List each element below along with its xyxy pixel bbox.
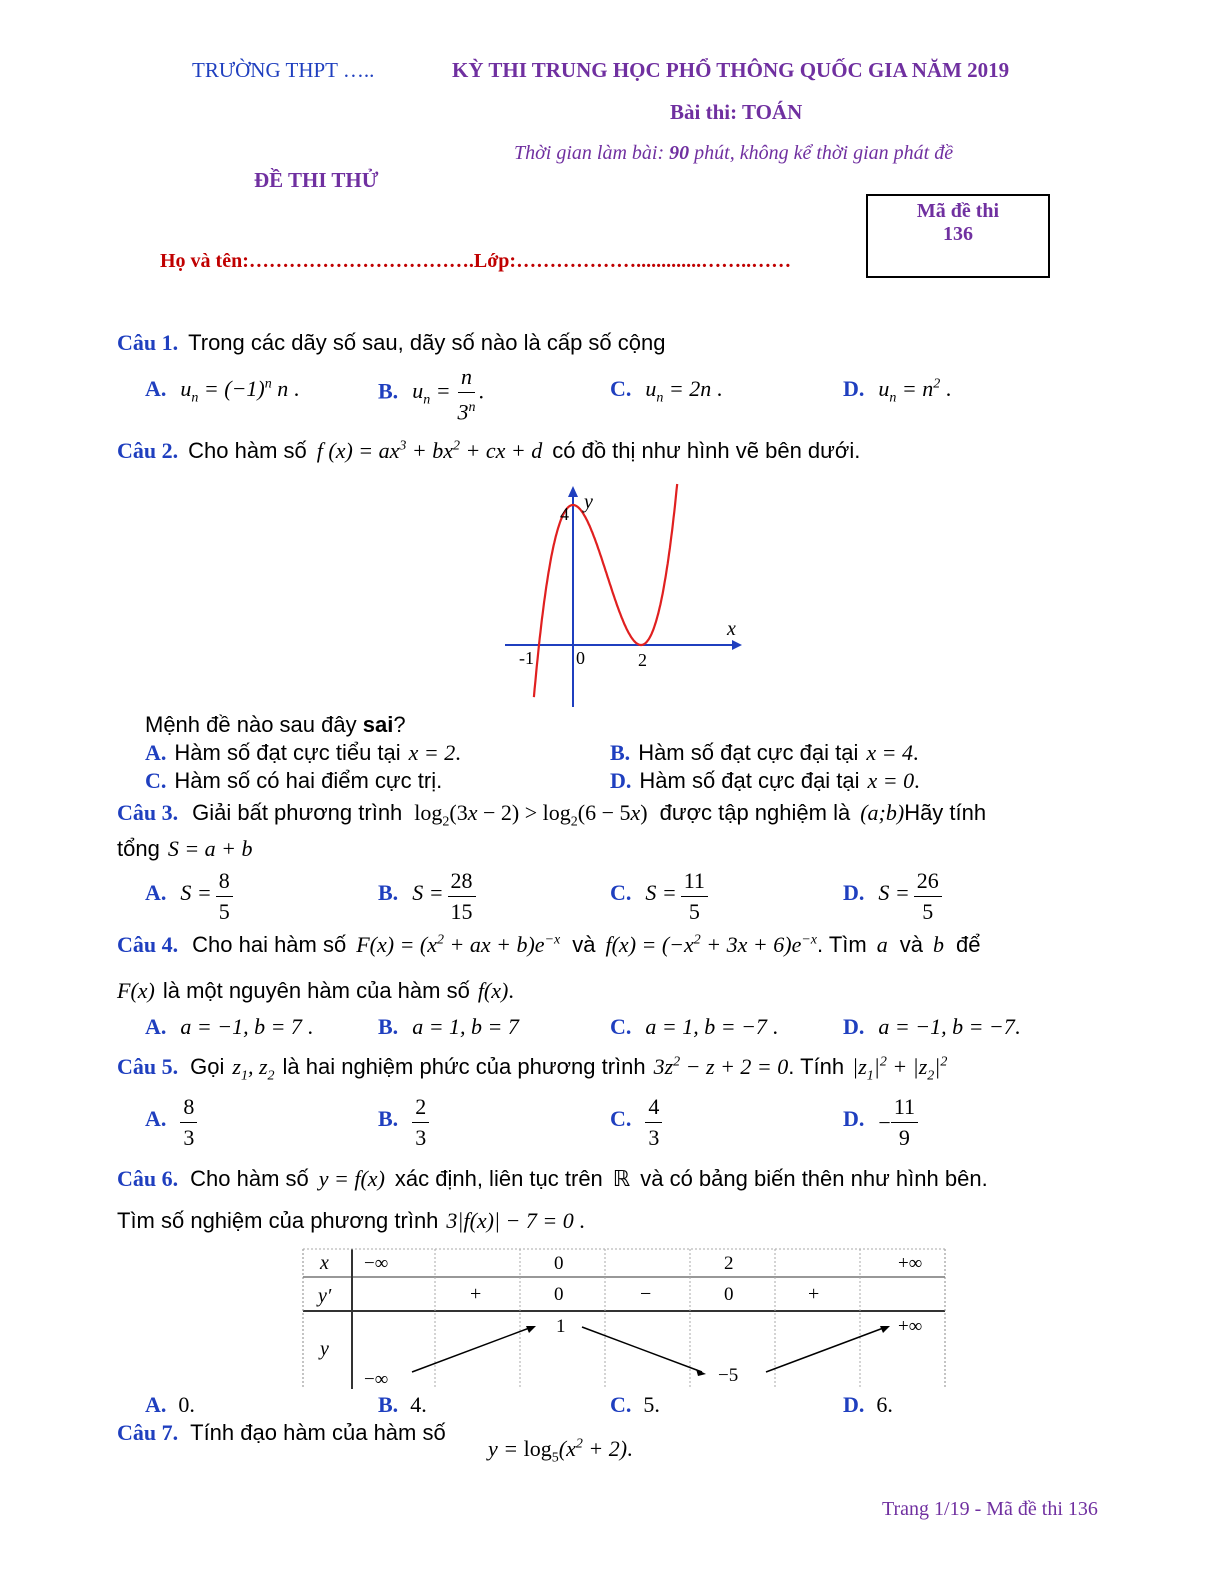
question-5: Câu 5. Gọi $z_1$, $z_2$ là hai nghiệm phức của phương trình $3z^2 - z + 2 = 0$. Tính $|z_1|^2 + |z_2|^2$ [117, 1054, 948, 1084]
q4-a-label: A. [145, 1014, 167, 1039]
variation-table [300, 1247, 950, 1397]
q1-option-b[interactable]: B. $u_n$ = $\frac{n}{3^n}$ . [378, 364, 485, 425]
vt-sign-1: + [470, 1283, 482, 1305]
q2-b-label: B. [610, 740, 631, 765]
q1-label: Câu 1. [117, 330, 179, 355]
q5-text-before: Gọi [190, 1054, 225, 1079]
q4-line2: F(x) là một nguyên hàm của hàm số f(x). [117, 978, 514, 1003]
vt-sign-4: 0 [724, 1284, 734, 1305]
q1-option-a[interactable]: A. $u_n = (-1)^n$ n . [145, 376, 300, 406]
q1-option-c[interactable]: C. $u_n = 2n$ . [610, 376, 723, 406]
real-numbers-symbol: ℝ [612, 1166, 631, 1191]
q5-d-label: D. [843, 1106, 865, 1132]
vt-x-0: 0 [554, 1253, 564, 1274]
q5-a-label: A. [145, 1106, 167, 1132]
cubic-curve [534, 484, 677, 697]
question-6: Câu 6. Cho hàm số y = f(x) xác định, liên tục trên ℝ và có bảng biến thên như hình bên. [117, 1166, 988, 1191]
q3-option-b[interactable]: B. S = $\frac{28}{15}$ [378, 866, 476, 927]
name-field[interactable]: Họ và tên:…………………………… [160, 250, 469, 272]
question-2: Câu 2. Cho hàm số f $(x) = ax^3 + bx^2$ + cx + d có đồ thị như hình vẽ bên dưới. [117, 438, 861, 463]
vt-sign-3: − [640, 1283, 652, 1305]
q1-d-label: D. [843, 376, 865, 401]
q2-option-b[interactable]: B. Hàm số đạt cực đại tại x = 4. [610, 740, 919, 765]
q5-option-d[interactable]: D. − $\frac{11}{9}$ [843, 1092, 918, 1153]
q2-option-d[interactable]: D. Hàm số đạt cực đại tại x = 0. [610, 768, 920, 793]
q6-text-after: và có bảng biến thên như hình bên. [640, 1166, 988, 1191]
q4-text-find: . Tìm [817, 932, 867, 957]
student-info-line [160, 250, 791, 273]
q6-text-before: Cho hàm số [190, 1166, 309, 1191]
q3-line2-text: tổng [117, 836, 160, 861]
q6-d-value: 6. [876, 1392, 893, 1417]
q7-formula: $y = \log_5(x^2 + 2)$. [488, 1436, 633, 1466]
q3-option-d[interactable]: D. S = $\frac{26}{5}$ [843, 866, 942, 927]
q2-question-end: ? [393, 712, 406, 737]
q6-option-d[interactable] [843, 1392, 893, 1418]
question-1 [117, 330, 666, 356]
question-3: Câu 3. Giải bất phương trình $\log_2(3x - 2) > \log_2(6 - 5x)$ được tập nghiệm là (a;b)Hãy tính [117, 800, 987, 830]
q4-line2-text: là một nguyên hàm của hàm số [162, 978, 470, 1003]
vt-row-x: x [320, 1252, 329, 1274]
exam-code-value: 136 [943, 223, 973, 245]
q4-label: Câu 4. [117, 932, 179, 957]
mock-exam-label: ĐỀ THI THỬ [254, 168, 379, 192]
q4-text-to: để [955, 932, 981, 957]
q2-label: Câu 2. [117, 438, 179, 463]
q4-c-label: C. [610, 1014, 632, 1039]
q6-b-label: B. [378, 1392, 399, 1417]
q5-text-after: . Tính [788, 1054, 845, 1079]
question-7 [117, 1420, 446, 1446]
q4-b-label: B. [378, 1014, 399, 1039]
q2-b-text: Hàm số đạt cực đại tại [638, 740, 859, 765]
class-field[interactable]: .Lớp:……………….............……..…… [468, 250, 792, 272]
time-prefix: Thời gian làm bài: [514, 142, 670, 164]
q2-text-after: có đồ thị như hình vẽ bên dưới. [552, 438, 861, 463]
q6-d-label: D. [843, 1392, 865, 1417]
subject-prefix: Bài thi: [670, 100, 742, 124]
page-footer: Trang 1/19 - Mã đề thi 136 [882, 1498, 1098, 1520]
q6-a-value: 0. [178, 1392, 195, 1417]
vt-x-2: 2 [724, 1253, 734, 1274]
vt-row-y: y [320, 1338, 329, 1360]
q6-a-label: A. [145, 1392, 167, 1417]
q2-c-text: Hàm số có hai điểm cực trị. [174, 768, 443, 793]
q5-text-mid: là hai nghiệm phức của phương trình [282, 1054, 646, 1079]
q5-option-a[interactable]: A. $\frac{8}{3}$ [145, 1092, 197, 1153]
vt-y-min: −5 [718, 1365, 739, 1386]
q6-option-a[interactable] [145, 1392, 195, 1418]
q3-text-mid: được tập nghiệm là [659, 800, 851, 825]
q4-text-before: Cho hai hàm số [192, 932, 347, 957]
q6-c-value: 5. [643, 1392, 660, 1417]
q2-d-label: D. [610, 768, 632, 793]
q6-line2: Tìm số nghiệm của phương trình 3|f(x)| − 7 = 0 . [117, 1208, 585, 1233]
q1-text: Trong các dãy số sau, dãy số nào là cấp số cộng [188, 330, 666, 355]
exam-code-box [866, 194, 1050, 278]
q6-text-mid: xác định, liên tục trên [394, 1166, 603, 1191]
question-4: Câu 4. Cho hai hàm số $F(x) = (x^2$ + ax + $b)e^{-x}$ và $f(x) = (-x^2 + 3x + 6)e^{-x}$. Tìm a và b để [117, 932, 981, 957]
tick-label-minus1: -1 [519, 648, 534, 668]
q2-a-label: A. [145, 740, 167, 765]
exam-title: KỲ THI TRUNG HỌC PHỔ THÔNG QUỐC GIA NĂM 2019 [452, 58, 1010, 82]
q7-text: Tính đạo hàm của hàm số [190, 1420, 446, 1445]
q3-label: Câu 3. [117, 800, 179, 825]
y-axis-arrow [568, 486, 578, 497]
q2-question-bold: sai [362, 712, 394, 737]
q2-d-text: Hàm số đạt cực đại tại [639, 768, 860, 793]
q3-a-label: A. [145, 880, 167, 906]
vt-row-yprime: y′ [318, 1285, 332, 1307]
tick-label-2: 2 [638, 650, 647, 670]
q4-option-c[interactable]: C. a = 1, b = −7 . [610, 1014, 778, 1039]
q6-c-label: C. [610, 1392, 632, 1417]
vt-y-end: +∞ [898, 1316, 923, 1337]
axis-label-y: y [584, 491, 593, 513]
q1-c-label: C. [610, 376, 632, 401]
vt-arrow-up-2 [766, 1327, 886, 1372]
q5-option-b[interactable]: B. $\frac{2}{3}$ [378, 1092, 429, 1153]
q4-text-and: và [572, 932, 596, 957]
q6-option-b[interactable] [378, 1392, 427, 1418]
q2-question-text: Mệnh đề nào sau đây [145, 712, 363, 737]
q4-d-label: D. [843, 1014, 865, 1039]
subject-value: TOÁN [741, 100, 803, 124]
q3-option-c[interactable]: C. S = $\frac{11}{5}$ [610, 866, 708, 927]
vt-y-start: −∞ [364, 1369, 389, 1390]
q3-text-before: Giải bất phương trình [192, 800, 403, 825]
axis-label-x: x [727, 618, 736, 640]
q6-line2-text: Tìm số nghiệm của phương trình [117, 1208, 439, 1233]
vt-arrow-up-1 [412, 1327, 532, 1372]
q2-option-a[interactable]: A. Hàm số đạt cực tiểu tại x = 2. [145, 740, 461, 765]
q1-option-d[interactable]: D. $u_n = n^2$ . [843, 376, 952, 406]
q6-label: Câu 6. [117, 1166, 179, 1191]
q1-b-label: B. [378, 378, 399, 404]
q4-option-d[interactable]: D. a = −1, b = −7. [843, 1014, 1021, 1039]
q3-c-label: C. [610, 880, 632, 906]
q5-label: Câu 5. [117, 1054, 179, 1079]
time-suffix: phút, không kể thời gian phát đề [689, 142, 954, 164]
q3-option-a[interactable]: A. S = $\frac{8}{5}$ [145, 866, 233, 927]
q4-option-a[interactable]: A. a = −1, b = 7 . [145, 1014, 313, 1039]
x-axis-arrow [732, 640, 742, 650]
vt-y-max: 1 [556, 1316, 566, 1337]
q5-option-c[interactable]: C. $\frac{4}{3}$ [610, 1092, 662, 1153]
exam-code-label: Mã đề thi [916, 200, 1000, 222]
q3-d-label: D. [843, 880, 865, 906]
exam-time [514, 142, 953, 165]
q4-option-b[interactable]: B. a = 1, b = 7 [378, 1014, 519, 1039]
vt-sign-2: 0 [554, 1284, 564, 1305]
q2-a-text: Hàm số đạt cực tiểu tại [174, 740, 401, 765]
q3-line2: tổng S = a + b [117, 836, 253, 861]
q6-option-c[interactable] [610, 1392, 660, 1418]
q2-text-before: Cho hàm số [188, 438, 307, 463]
time-value: 90 [669, 142, 690, 164]
q2-question [145, 712, 406, 738]
q6-b-value: 4. [410, 1392, 427, 1417]
q2-c-label: C. [145, 768, 167, 793]
vt-x-pos-inf: +∞ [898, 1253, 923, 1274]
q4-text-and2: và [899, 932, 923, 957]
q1-a-label: A. [145, 376, 167, 401]
vt-x-neg-inf: −∞ [364, 1253, 389, 1274]
q7-label: Câu 7. [117, 1420, 179, 1445]
exam-subject [670, 100, 802, 125]
tick-label-4: 4 [560, 504, 569, 524]
function-graph [500, 482, 750, 712]
vt-sign-5: + [808, 1283, 820, 1305]
q2-option-c[interactable] [145, 768, 442, 794]
q3-b-label: B. [378, 880, 399, 906]
tick-label-0: 0 [576, 648, 585, 668]
q3-text-after: Hãy tính [904, 800, 987, 825]
vt-arrow-down [582, 1327, 702, 1372]
school-name: TRƯỜNG THPT ….. [192, 58, 375, 82]
q5-b-label: B. [378, 1106, 399, 1132]
q5-c-label: C. [610, 1106, 632, 1132]
